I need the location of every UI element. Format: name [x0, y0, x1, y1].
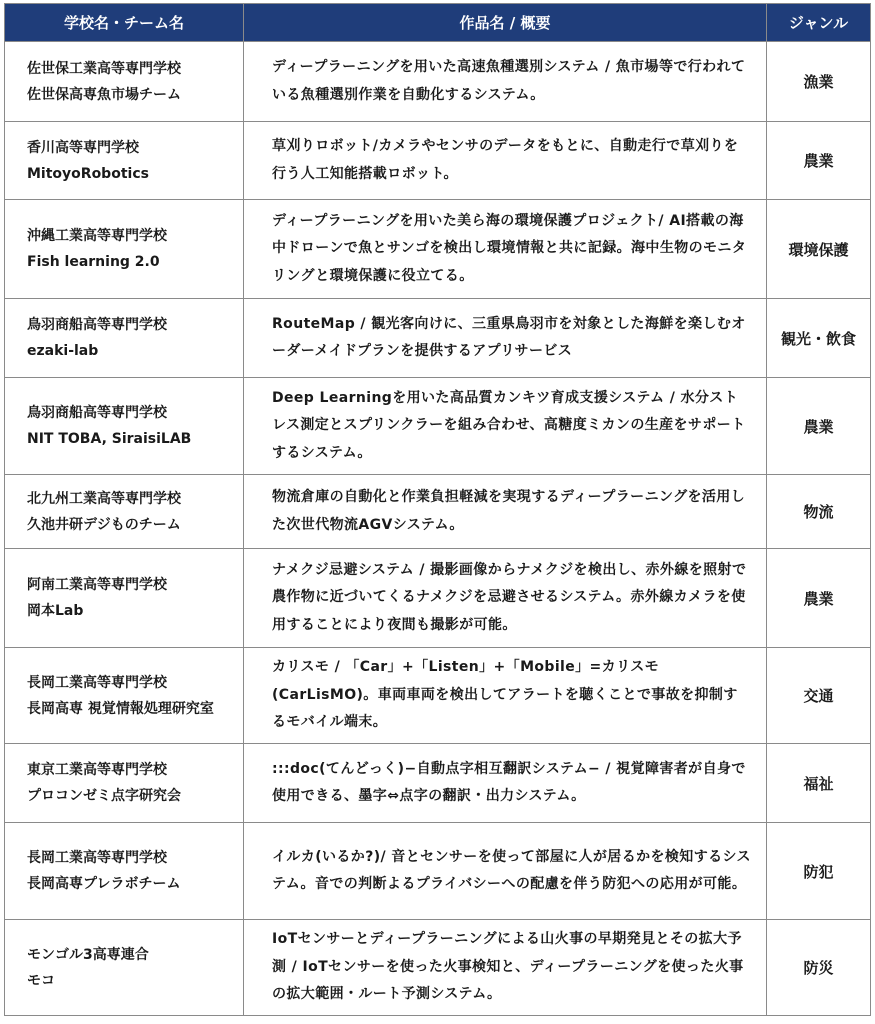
description-cell: 草刈りロボット/カメラやセンサのデータをもとに、自動走行で草刈りを行う人工知能搭載ロボット。	[244, 122, 767, 200]
genre-cell: 防犯	[767, 823, 871, 920]
description-cell: ディープラーニングを用いた美ら海の環境保護プロジェクト/ AI搭載の海中ドローンで魚とサンゴを検出し環境情報と共に記録。海中生物のモニタリングと環境保護に役立てる。	[244, 200, 767, 299]
description-cell: カリスモ / 「Car」+「Listen」+「Mobile」=カリスモ(CarLisMO)。車両車両を検出してアラートを聴くことで事故を抑制するモバイル端末。	[244, 648, 767, 744]
genre-cell: 福祉	[767, 744, 871, 823]
team-name: Fish learning 2.0	[27, 254, 160, 270]
table-row	[5, 378, 871, 475]
table-header-row	[5, 4, 871, 42]
genre-cell: 農業	[767, 378, 871, 475]
genre-cell: 交通	[767, 648, 871, 744]
description-cell: ディープラーニングを用いた高速魚種選別システム / 魚市場等で行われている魚種選別作業を自動化するシステム。	[244, 42, 767, 122]
team-name: 岡本Lab	[27, 603, 84, 619]
school-name: 鳥羽商船高等専門学校	[27, 317, 167, 333]
table-row	[5, 200, 871, 299]
table-wrapper	[4, 3, 870, 1016]
school-cell	[5, 475, 244, 549]
school-cell	[5, 42, 244, 122]
school-cell	[5, 648, 244, 744]
school-name: 長岡工業高等専門学校	[27, 674, 167, 691]
school-cell	[5, 378, 244, 475]
team-name: NIT TOBA, SiraisiLAB	[27, 431, 192, 447]
school-cell	[5, 122, 244, 200]
description-cell: ナメクジ忌避システム / 撮影画像からナメクジを検出し、赤外線を照射で農作物に近づいてくるナメクジを忌避させるシステム。赤外線カメラを使用することにより夜間も撮影が可能。	[244, 549, 767, 648]
genre-cell: 物流	[767, 475, 871, 549]
school-name: 長岡工業高等専門学校	[27, 850, 167, 866]
header-school-team: 学校名・チーム名	[5, 4, 244, 42]
table-row	[5, 920, 871, 1016]
school-name: 香川高等専門学校	[27, 139, 139, 156]
school-name: 阿南工業高等専門学校	[27, 577, 167, 593]
table-row	[5, 475, 871, 549]
description-cell: RouteMap / 観光客向けに、三重県鳥羽市を対象とした海鮮を楽しむオーダーメイドプランを提供するアプリサービス	[244, 299, 767, 378]
table-row	[5, 823, 871, 920]
description-cell: 物流倉庫の自動化と作業負担軽減を実現するディープラーニングを活用した次世代物流AGVシステム。	[244, 475, 767, 549]
genre-cell: 農業	[767, 549, 871, 648]
table-row	[5, 42, 871, 122]
header-work-summary: 作品名 / 概要	[244, 4, 767, 42]
school-name: 佐世保工業高等専門学校	[27, 60, 181, 77]
genre-cell: 防災	[767, 920, 871, 1016]
team-name: ezaki-lab	[27, 343, 99, 359]
team-name: 長岡高専 視覚情報処理研究室	[27, 700, 214, 717]
school-cell	[5, 549, 244, 648]
team-name: プロコンゼミ点字研究会	[27, 788, 181, 804]
school-cell	[5, 920, 244, 1016]
table-row	[5, 744, 871, 823]
header-genre: ジャンル	[767, 4, 871, 42]
school-cell	[5, 823, 244, 920]
school-name: モンゴル3高専連合	[27, 946, 149, 963]
table-row	[5, 549, 871, 648]
school-name: 鳥羽商船高等専門学校	[27, 405, 167, 421]
contest-entries-table	[4, 3, 871, 1016]
table-row	[5, 648, 871, 744]
school-name: 沖縄工業高等専門学校	[27, 228, 167, 244]
genre-cell: 環境保護	[767, 200, 871, 299]
table-row	[5, 122, 871, 200]
genre-cell: 農業	[767, 122, 871, 200]
school-cell	[5, 744, 244, 823]
genre-cell: 観光・飲食	[767, 299, 871, 378]
school-cell	[5, 299, 244, 378]
description-cell: イルカ(いるか?)/ 音とセンサーを使って部屋に人が居るかを検知するシステム。音での判断よるプライバシーへの配慮を伴う防犯への応用が可能。	[244, 823, 767, 920]
team-name: 久池井研デジものチーム	[27, 516, 181, 533]
school-name: 東京工業高等専門学校	[27, 762, 167, 778]
description-cell: :::doc(てんどっく)−自動点字相互翻訳システム− / 視覚障害者が自身で使用できる、墨字⇔点字の翻訳・出力システム。	[244, 744, 767, 823]
description-cell: IoTセンサーとディープラーニングによる山火事の早期発見とその拡大予測 / IoTセンサーを使った火事検知と、ディープラーニングを使った火事の拡大範囲・ルート予測システム。	[244, 920, 767, 1016]
description-cell: Deep Learningを用いた高品質カンキツ育成支援システム / 水分ストレス測定とスプリンクラーを組み合わせ、高糖度ミカンの生産をサポートするシステム。	[244, 378, 767, 475]
genre-cell: 漁業	[767, 42, 871, 122]
school-cell	[5, 200, 244, 299]
team-name: 佐世保高専魚市場チーム	[27, 86, 181, 103]
school-name: 北九州工業高等専門学校	[27, 490, 181, 507]
team-name: MitoyoRobotics	[27, 165, 149, 182]
team-name: モコ	[27, 972, 55, 989]
table-row	[5, 299, 871, 378]
team-name: 長岡高専プレラボチーム	[27, 876, 181, 892]
